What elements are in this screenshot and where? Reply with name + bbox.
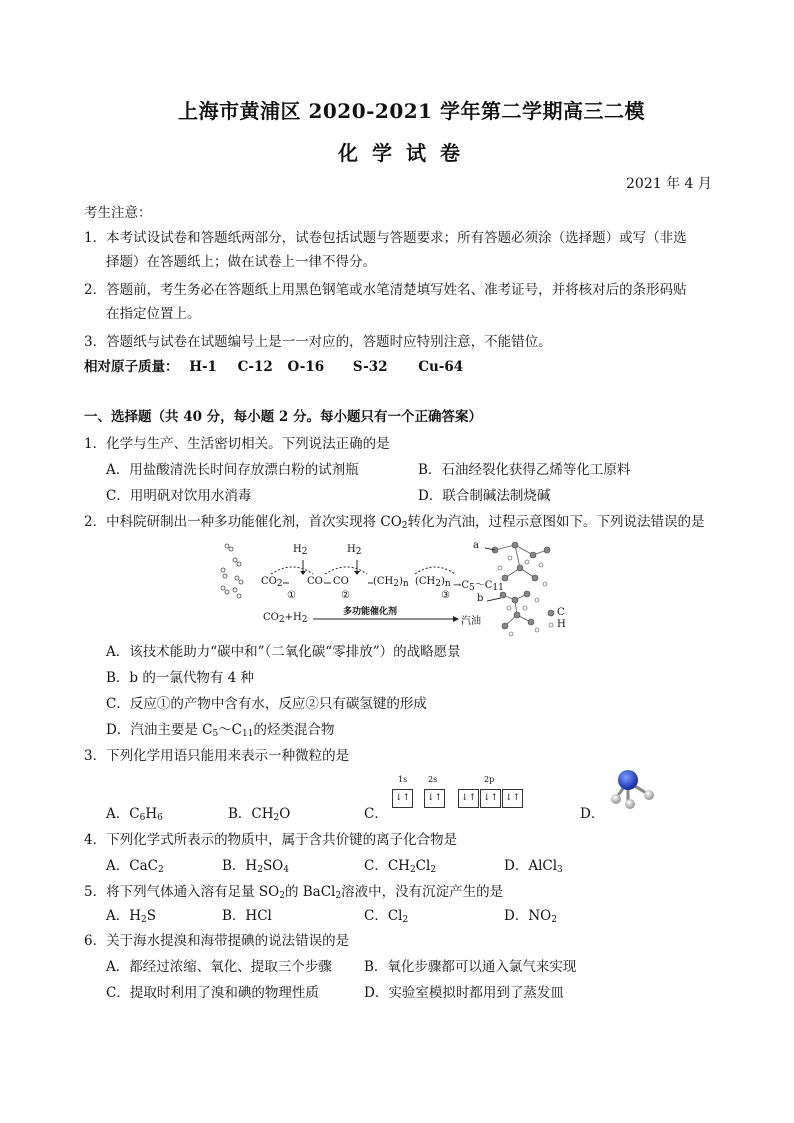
q3-option-d: D． <box>580 806 605 822</box>
q1-option-c: C．用明矾对饮用水消毒 <box>106 488 252 504</box>
mass-cu: Cu-64 <box>418 359 464 375</box>
q3-a-s2: 6 <box>157 813 163 823</box>
q3-option-b <box>228 802 290 823</box>
q1-option-d: D．联合制碱法制烧碱 <box>418 488 551 504</box>
q2-d-pre: D．汽油主要是 C <box>106 722 213 738</box>
c11-sub: 11 <box>492 583 504 593</box>
q4-d-s: 3 <box>557 865 563 875</box>
ch2n-2-end: ) <box>441 576 445 587</box>
q5-mid: 的 BaCl <box>284 884 336 900</box>
atomic-mass-row <box>84 355 463 375</box>
catalyst-label: 多功能催化剂 <box>343 607 398 617</box>
gasoline-label: 汽油 <box>461 616 481 627</box>
q5-option-d <box>504 904 557 925</box>
q1-stem: 1．化学与生产、生活密切相关。下列说法正确的是 <box>84 436 390 452</box>
plus-h2: +H <box>284 612 302 623</box>
q4-b: B．H <box>222 858 258 874</box>
q4-a: A．CaC <box>106 858 158 874</box>
h2-b-sub: 2 <box>301 615 308 625</box>
co-label-2: CO <box>333 576 349 587</box>
q4-c-s2: 2 <box>430 865 437 875</box>
q4-option-c <box>364 854 436 875</box>
ch2n-2: (CH <box>415 576 436 587</box>
c5-c11-label <box>453 576 504 593</box>
q5-d-s: 2 <box>551 915 557 925</box>
h2a-sub: 2 <box>301 547 308 557</box>
co-label: CO <box>307 576 323 587</box>
molecule-a-icon <box>495 545 547 578</box>
bottom-reactants <box>263 612 307 625</box>
q4-option-a <box>106 854 164 875</box>
orb-box-2s: ↓↑ <box>424 789 445 808</box>
mass-s: S-32 <box>352 359 388 375</box>
label-b: b <box>477 593 484 604</box>
exam-date: 2021 年 4 月 <box>626 176 712 192</box>
q4-option-d <box>504 854 563 875</box>
q5-s1: 2 <box>279 891 285 901</box>
q4-d: D．AlCl <box>504 858 558 874</box>
notice-item-2: 2．答题前，考生务必在答题纸上用黑色钢笔或水笔清楚填写姓名、准考证号，并将核对后的条形码贴 <box>84 282 687 298</box>
q5-option-a <box>106 904 156 925</box>
q4-b-s2: 4 <box>283 865 289 875</box>
q5-s2: 2 <box>335 891 342 901</box>
q3-option-a <box>106 802 163 823</box>
q3-option-c: C． <box>364 806 388 822</box>
q4-b-s1: 2 <box>257 865 263 875</box>
legend-c: C <box>557 607 565 618</box>
orb-box-2p-3: ↓↑ <box>502 789 523 808</box>
h2a: H <box>293 544 302 555</box>
ch2n-sub: 2 <box>393 579 400 589</box>
step-1: ① <box>287 590 296 601</box>
mass-h: H-1 <box>189 359 217 375</box>
ch2n: (CH <box>373 576 394 587</box>
orb-box-2p-1: ↓↑ <box>458 789 479 808</box>
co2-b: CO <box>263 612 279 623</box>
q4-option-b <box>222 854 289 875</box>
q2-stem-pre: 2．中科院研制出一种多功能催化剂，首次实现将 CO <box>84 514 402 530</box>
notice-item-1-cont: 择题）在答题纸上；做在试卷上一律不得分。 <box>106 254 376 270</box>
orb-2p-label: 2p <box>484 775 495 784</box>
legend-h: H <box>557 619 566 630</box>
q4-c-s1: 2 <box>409 865 416 875</box>
c5-sub: 5 <box>469 583 475 593</box>
notice-item-2-cont: 在指定位置上。 <box>106 306 201 322</box>
co2-molecules-icon <box>221 544 243 598</box>
orb-box-2p-2: ↓↑ <box>480 789 501 808</box>
co2-label <box>261 576 283 589</box>
orb-2s-label: 2s <box>428 775 438 784</box>
q6-stem: 6．关于海水提溴和海带提碘的说法错误的是 <box>84 933 350 949</box>
atomic-mass-label: 相对原子质量： <box>84 359 179 375</box>
page-title: 上海市黄浦区 2020-2021 学年第二学期高三二模 <box>178 99 646 123</box>
notice-item-3: 3．答题纸与试卷在试题编号上是一一对应的，答题时应特别注意，不能错位。 <box>84 334 552 350</box>
ch2n-end: ) <box>399 576 403 587</box>
q6-option-b: B．氧化步骤都可以通入氯气来实现 <box>364 959 577 975</box>
q6-option-a: A．都经过浓缩、氧化、提取三个步骤 <box>106 959 332 975</box>
q3-a: A．C <box>106 806 140 822</box>
q5-c-s: 2 <box>402 915 409 925</box>
q5-a: A．H <box>106 908 142 924</box>
q5-a-end: S <box>146 908 157 924</box>
co2-sub: 2 <box>276 579 283 589</box>
q5-stem <box>84 880 503 901</box>
q2-d-sub2: 11 <box>242 729 254 739</box>
orb-1s-label: 1s <box>398 775 408 784</box>
q2-option-d <box>106 718 334 739</box>
q2-d-sub1: 5 <box>212 729 219 739</box>
q4-a-s: 2 <box>157 865 164 875</box>
q5-option-c <box>364 904 408 925</box>
q2-option-b: B．b 的一氯代物有 4 种 <box>106 670 255 686</box>
q3-a-s1: 6 <box>139 813 146 823</box>
q2-diagram <box>215 540 575 640</box>
q1-option-a: A．用盐酸清洗长时间存放漂白粉的试剂瓶 <box>106 462 359 478</box>
step-2: ② <box>341 590 350 601</box>
orb-box-1s: ↓↑ <box>392 789 413 808</box>
section-heading: 一、选择题（共 40 分，每小题 2 分。每小题只有一个正确答案） <box>84 409 482 425</box>
q2-option-c: C．反应①的产物中含有水，反应②只有碳氢键的形成 <box>106 696 427 712</box>
q4-c: C．CH <box>364 858 410 874</box>
legend-c-dot <box>548 610 554 616</box>
q3-b: B．CH <box>228 806 274 822</box>
q3-stem: 3．下列化学用语只能用来表示一种微粒的是 <box>84 748 350 764</box>
q6-option-c: C．提取时利用了溴和碘的物理性质 <box>106 985 319 1001</box>
q4-b-mid: SO <box>262 858 284 874</box>
ch2n-label-2 <box>415 576 451 589</box>
q2-stem <box>84 510 705 531</box>
tilde: ～C <box>474 580 493 591</box>
q1-option-b: B．石油经裂化获得乙烯等化工原料 <box>418 462 631 478</box>
page-subtitle: 化学试卷 <box>338 141 474 165</box>
q5-post: 溶液中，没有沉淀产生的是 <box>341 884 504 900</box>
c5: →C <box>453 580 470 591</box>
q2-stem-post: 转化为汽油，过程示意图如下。下列说法错误的是 <box>407 514 705 530</box>
q4-stem: 4．下列化学式所表示的物质中，属于含共价键的离子化合物是 <box>84 832 458 848</box>
q5-c: C．Cl <box>364 908 403 924</box>
reaction-diagram <box>215 540 575 640</box>
h2-label-2 <box>347 544 361 557</box>
ch2n-n: n <box>402 579 409 589</box>
q2-option-a: A．该技术能助力“碳中和”（二氧化碳“零排放”）的战略愿景 <box>106 644 461 660</box>
ch2n-label <box>373 576 409 589</box>
q5-pre: 5．将下列气体通入溶有足量 SO <box>84 884 280 900</box>
q6-option-d: D．实验室模拟时都用到了蒸发皿 <box>364 985 564 1001</box>
h2b: H <box>347 544 356 555</box>
ammonia-model-icon <box>604 766 660 812</box>
q4-c-mid: Cl <box>415 858 431 874</box>
co2: CO <box>261 576 277 587</box>
mass-c: C-12 <box>237 359 273 375</box>
q2-d-mid: ～C <box>218 722 243 738</box>
q3-b-end: O <box>279 806 291 822</box>
co2-b-sub: 2 <box>278 615 285 625</box>
q2-stem-sub: 2 <box>401 521 408 531</box>
q5-a-s: 2 <box>141 915 147 925</box>
h2-label-1 <box>293 544 307 557</box>
step-3: ③ <box>441 590 450 601</box>
q2-d-post: 的烃类混合物 <box>253 722 335 738</box>
notice-heading: 考生注意： <box>84 205 152 221</box>
q3-b-s: 2 <box>273 813 280 823</box>
q3-a-h: H <box>145 806 158 822</box>
mass-o: O-16 <box>287 359 325 375</box>
h2b-sub: 2 <box>355 547 362 557</box>
q5-d: D．NO <box>504 908 552 924</box>
q5-option-b: B．HCl <box>222 908 272 924</box>
notice-item-1: 1．本考试设试卷和答题纸两部分，试卷包括试题与答题要求；所有答题必须涂（选择题）或写（非选 <box>84 230 687 246</box>
ch2n-2-sub: 2 <box>435 579 442 589</box>
legend-h-dot <box>549 623 553 627</box>
ch2n-2-n: n <box>444 579 451 589</box>
label-a: a <box>473 540 479 551</box>
